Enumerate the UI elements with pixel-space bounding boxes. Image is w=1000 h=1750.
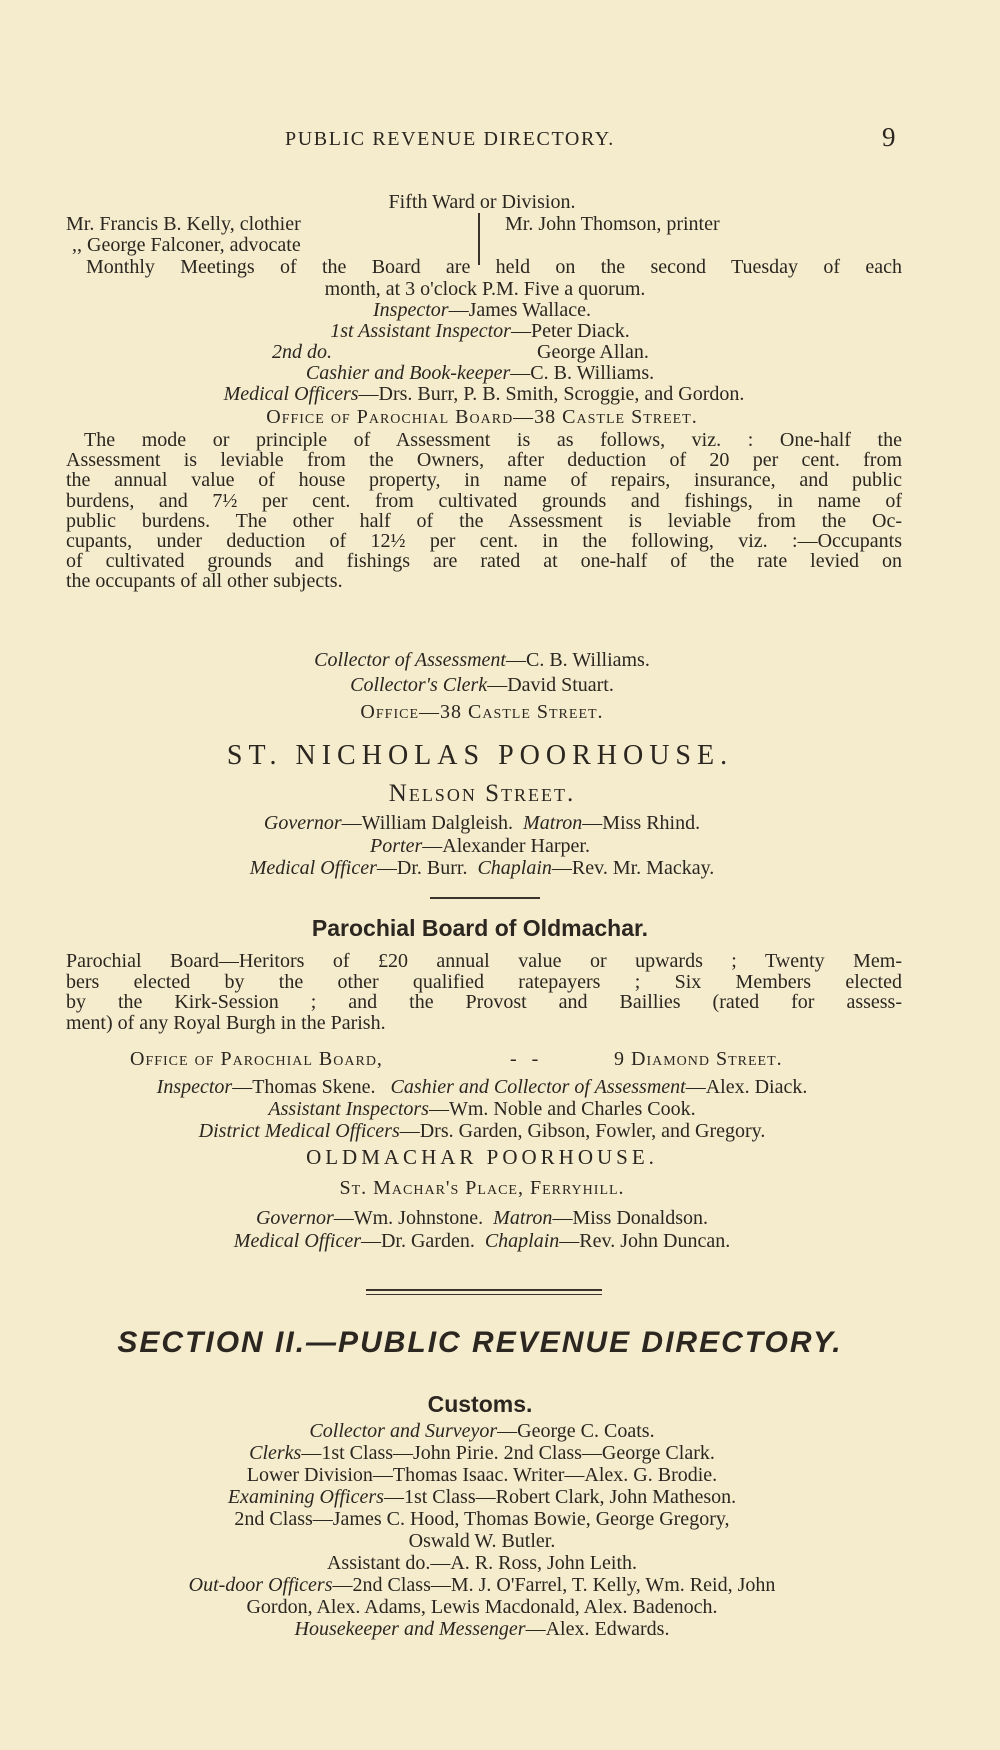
oldmachar-governor-line [0, 1208, 982, 1229]
chaplain-label: Chaplain [477, 857, 552, 879]
clerk-line [0, 675, 982, 696]
poorhouse-street: Nelson Street. [388, 780, 576, 807]
medical-name: —Dr. Burr. [376, 857, 468, 879]
oldmachar-line: by the Kirk-Session ; and the Provost and Baillies (rated for assess- [66, 991, 902, 1013]
second-class-line-2: Oswald W. Butler. [408, 1530, 556, 1552]
customs-collector-line [0, 1421, 982, 1442]
matron-label: Matron [523, 812, 583, 834]
cashier-line [0, 363, 980, 384]
section-title: SECTION II.—PUBLIC REVENUE DIRECTORY. [117, 1326, 843, 1359]
collector-line [0, 650, 982, 671]
oldmachar-line: ment) of any Royal Burgh in the Parish. [66, 1011, 386, 1034]
medical-names: —Drs. Burr, P. B. Smith, Scroggie, and Gordon. [358, 383, 745, 405]
assistant-inspectors-line [0, 1099, 982, 1120]
clerks-names: —1st Class—John Pirie. 2nd Class—George Clark. [301, 1442, 715, 1464]
asst1-name: —Peter Diack. [510, 320, 630, 342]
inspector-name: —James Wallace. [448, 299, 591, 321]
district-label: District Medical Officers [198, 1120, 400, 1142]
porter-line [0, 836, 980, 857]
fifth-ward-heading: Fifth Ward or Division. [388, 191, 576, 213]
cashier-label: Cashier and Collector of Assessment [390, 1076, 686, 1098]
examining-names: —1st Class—Robert Clark, John Matheson. [383, 1486, 737, 1508]
governor-label: Governor [255, 1207, 334, 1229]
member-right-1: Mr. John Thomson, printer [505, 213, 720, 235]
cashier-name: —C. B. Williams. [510, 362, 655, 384]
assessment-line: cupants, under deduction of 12½ per cent. in the following, viz. :—Occupants [66, 530, 902, 553]
meetings-line-1: Monthly Meetings of the Board are held on the second Tuesday of each [86, 256, 902, 278]
section-divider [430, 897, 540, 899]
inspector-label: Inspector [156, 1076, 233, 1098]
housekeeper-line [0, 1619, 982, 1640]
page-number: 9 [882, 122, 896, 152]
assessment-line: public burdens. The other half of the Assessment is leviable from the Oc- [66, 509, 902, 532]
governor-label: Governor [263, 812, 342, 834]
running-title: PUBLIC REVENUE DIRECTORY. [285, 128, 615, 150]
medical-name: —Dr. Garden. [360, 1230, 475, 1252]
oldmachar-paragraph [66, 951, 902, 1033]
customs-heading: Customs. [427, 1391, 533, 1417]
chaplain-name: —Rev. John Duncan. [559, 1230, 731, 1252]
housekeeper-name: —Alex. Edwards. [525, 1618, 670, 1640]
oldmachar-line: bers elected by the other qualified ratepayers ; Six Members elected [66, 970, 902, 993]
oldmachar-title: Parochial Board of Oldmachar. [311, 915, 649, 941]
member-left-2: ,, George Falconer, advocate [72, 234, 301, 256]
double-rule-bottom [366, 1294, 602, 1295]
district-names: —Drs. Garden, Gibson, Fowler, and Gregory. [399, 1120, 766, 1142]
asst2-name: George Allan. [537, 341, 649, 363]
lower-division-line: Lower Division—Thomas Isaac. Writer—Alex. G. Brodie. [246, 1464, 718, 1486]
oldmachar-line: Parochial Board—Heritors of £20 annual value or upwards ; Twenty Mem- [66, 950, 902, 972]
outdoor-officers-line-1 [0, 1575, 982, 1596]
governor-name: —William Dalgleish. [341, 812, 514, 834]
oldmachar-office-address: 9 Diamond Street. [614, 1048, 783, 1070]
assessment-line: the occupants of all other subjects. [66, 570, 343, 593]
clerks-label: Clerks [249, 1442, 302, 1464]
assistant-names: —Wm. Noble and Charles Cook. [428, 1098, 696, 1120]
double-rule-top [366, 1289, 602, 1291]
assessment-line: of cultivated grounds and fishings are rated at one-half of the rate levied on [66, 550, 902, 573]
collector-name: —C. B. Williams. [506, 649, 650, 671]
assessment-office-line: Office—38 Castle Street. [360, 701, 604, 723]
housekeeper-label: Housekeeper and Messenger [294, 1618, 526, 1640]
oldmachar-poorhouse-title: OLDMACHAR POORHOUSE. [306, 1145, 658, 1169]
cashier-name: —Alex. Diack. [685, 1076, 808, 1098]
assessment-line: burdens, and 7½ per cent. from cultivated grounds and fishings, in name of [66, 489, 902, 512]
matron-label: Matron [493, 1207, 553, 1229]
outdoor-names-1: —2nd Class—M. J. O'Farrel, T. Kelly, Wm. Reid, John [332, 1574, 776, 1596]
porter-name: —Alexander Harper. [422, 835, 590, 857]
assessment-line: the annual value of house property, in name of repairs, insurance, and public [66, 469, 902, 492]
matron-name: —Miss Rhind. [582, 812, 701, 834]
medical-label: Medical Officer [233, 1230, 361, 1252]
inspector-name: —Thomas Skene. [232, 1076, 376, 1098]
governor-name: —Wm. Johnstone. [333, 1207, 484, 1229]
clerk-label: Collector's Clerk [350, 674, 488, 696]
outdoor-label: Out-door Officers [188, 1574, 333, 1596]
chaplain-label: Chaplain [484, 1230, 560, 1252]
clerks-line [0, 1443, 982, 1464]
porter-label: Porter [370, 835, 423, 857]
medical-label: Medical Officers [223, 383, 359, 405]
district-medical-line [0, 1121, 982, 1142]
inspector-cashier-line [0, 1077, 982, 1098]
second-class-line-1: 2nd Class—James C. Hood, Thomas Bowie, George Gregory, [234, 1508, 730, 1530]
member-left-1: Mr. Francis B. Kelly, clothier [66, 213, 301, 235]
governor-matron-line [0, 813, 982, 834]
board-office-line: Office of Parochial Board—38 Castle Street. [266, 406, 698, 428]
outdoor-officers-line-2: Gordon, Alex. Adams, Lewis Macdonald, Alex. Badenoch. [246, 1596, 718, 1618]
examining-label: Examining Officers [227, 1486, 384, 1508]
oldmachar-medical-line [0, 1231, 982, 1252]
collector-name: —George C. Coats. [497, 1420, 655, 1442]
assessment-line: The mode or principle of Assessment is as follows, viz. : One-half the [84, 429, 902, 451]
assessment-line: Assessment is leviable from the Owners, after deduction of 20 per cent. from [66, 449, 902, 472]
matron-name: —Miss Donaldson. [552, 1207, 709, 1229]
oldmachar-place: St. Machar's Place, Ferryhill. [339, 1177, 625, 1199]
asst2-label: 2nd do. [272, 341, 332, 363]
examining-officers-line [0, 1487, 982, 1508]
collector-label: Collector and Surveyor [309, 1420, 498, 1442]
cashier-label: Cashier and Book-keeper [305, 362, 511, 384]
clerk-name: —David Stuart. [487, 674, 614, 696]
medical-chaplain-line [0, 858, 982, 879]
asst1-label: 1st Assistant Inspector [330, 320, 511, 342]
oldmachar-office-dashes: - - [510, 1048, 539, 1070]
meetings-line-2: month, at 3 o'clock P.M. Five a quorum. [324, 278, 646, 300]
medical-label: Medical Officer [249, 857, 377, 879]
asst1-line [0, 321, 980, 342]
chaplain-name: —Rev. Mr. Mackay. [551, 857, 715, 879]
medical-officers-line [0, 384, 984, 405]
inspector-label: Inspector [373, 299, 449, 321]
collector-label: Collector of Assessment [314, 649, 506, 671]
assessment-paragraph [66, 430, 902, 592]
oldmachar-office-label: Office of Parochial Board, [130, 1048, 383, 1070]
assistant-label: Assistant Inspectors [268, 1098, 429, 1120]
assistant-line: Assistant do.—A. R. Ross, John Leith. [326, 1552, 638, 1574]
inspector-line [0, 300, 982, 321]
poorhouse-title: ST. NICHOLAS POORHOUSE. [226, 740, 734, 771]
